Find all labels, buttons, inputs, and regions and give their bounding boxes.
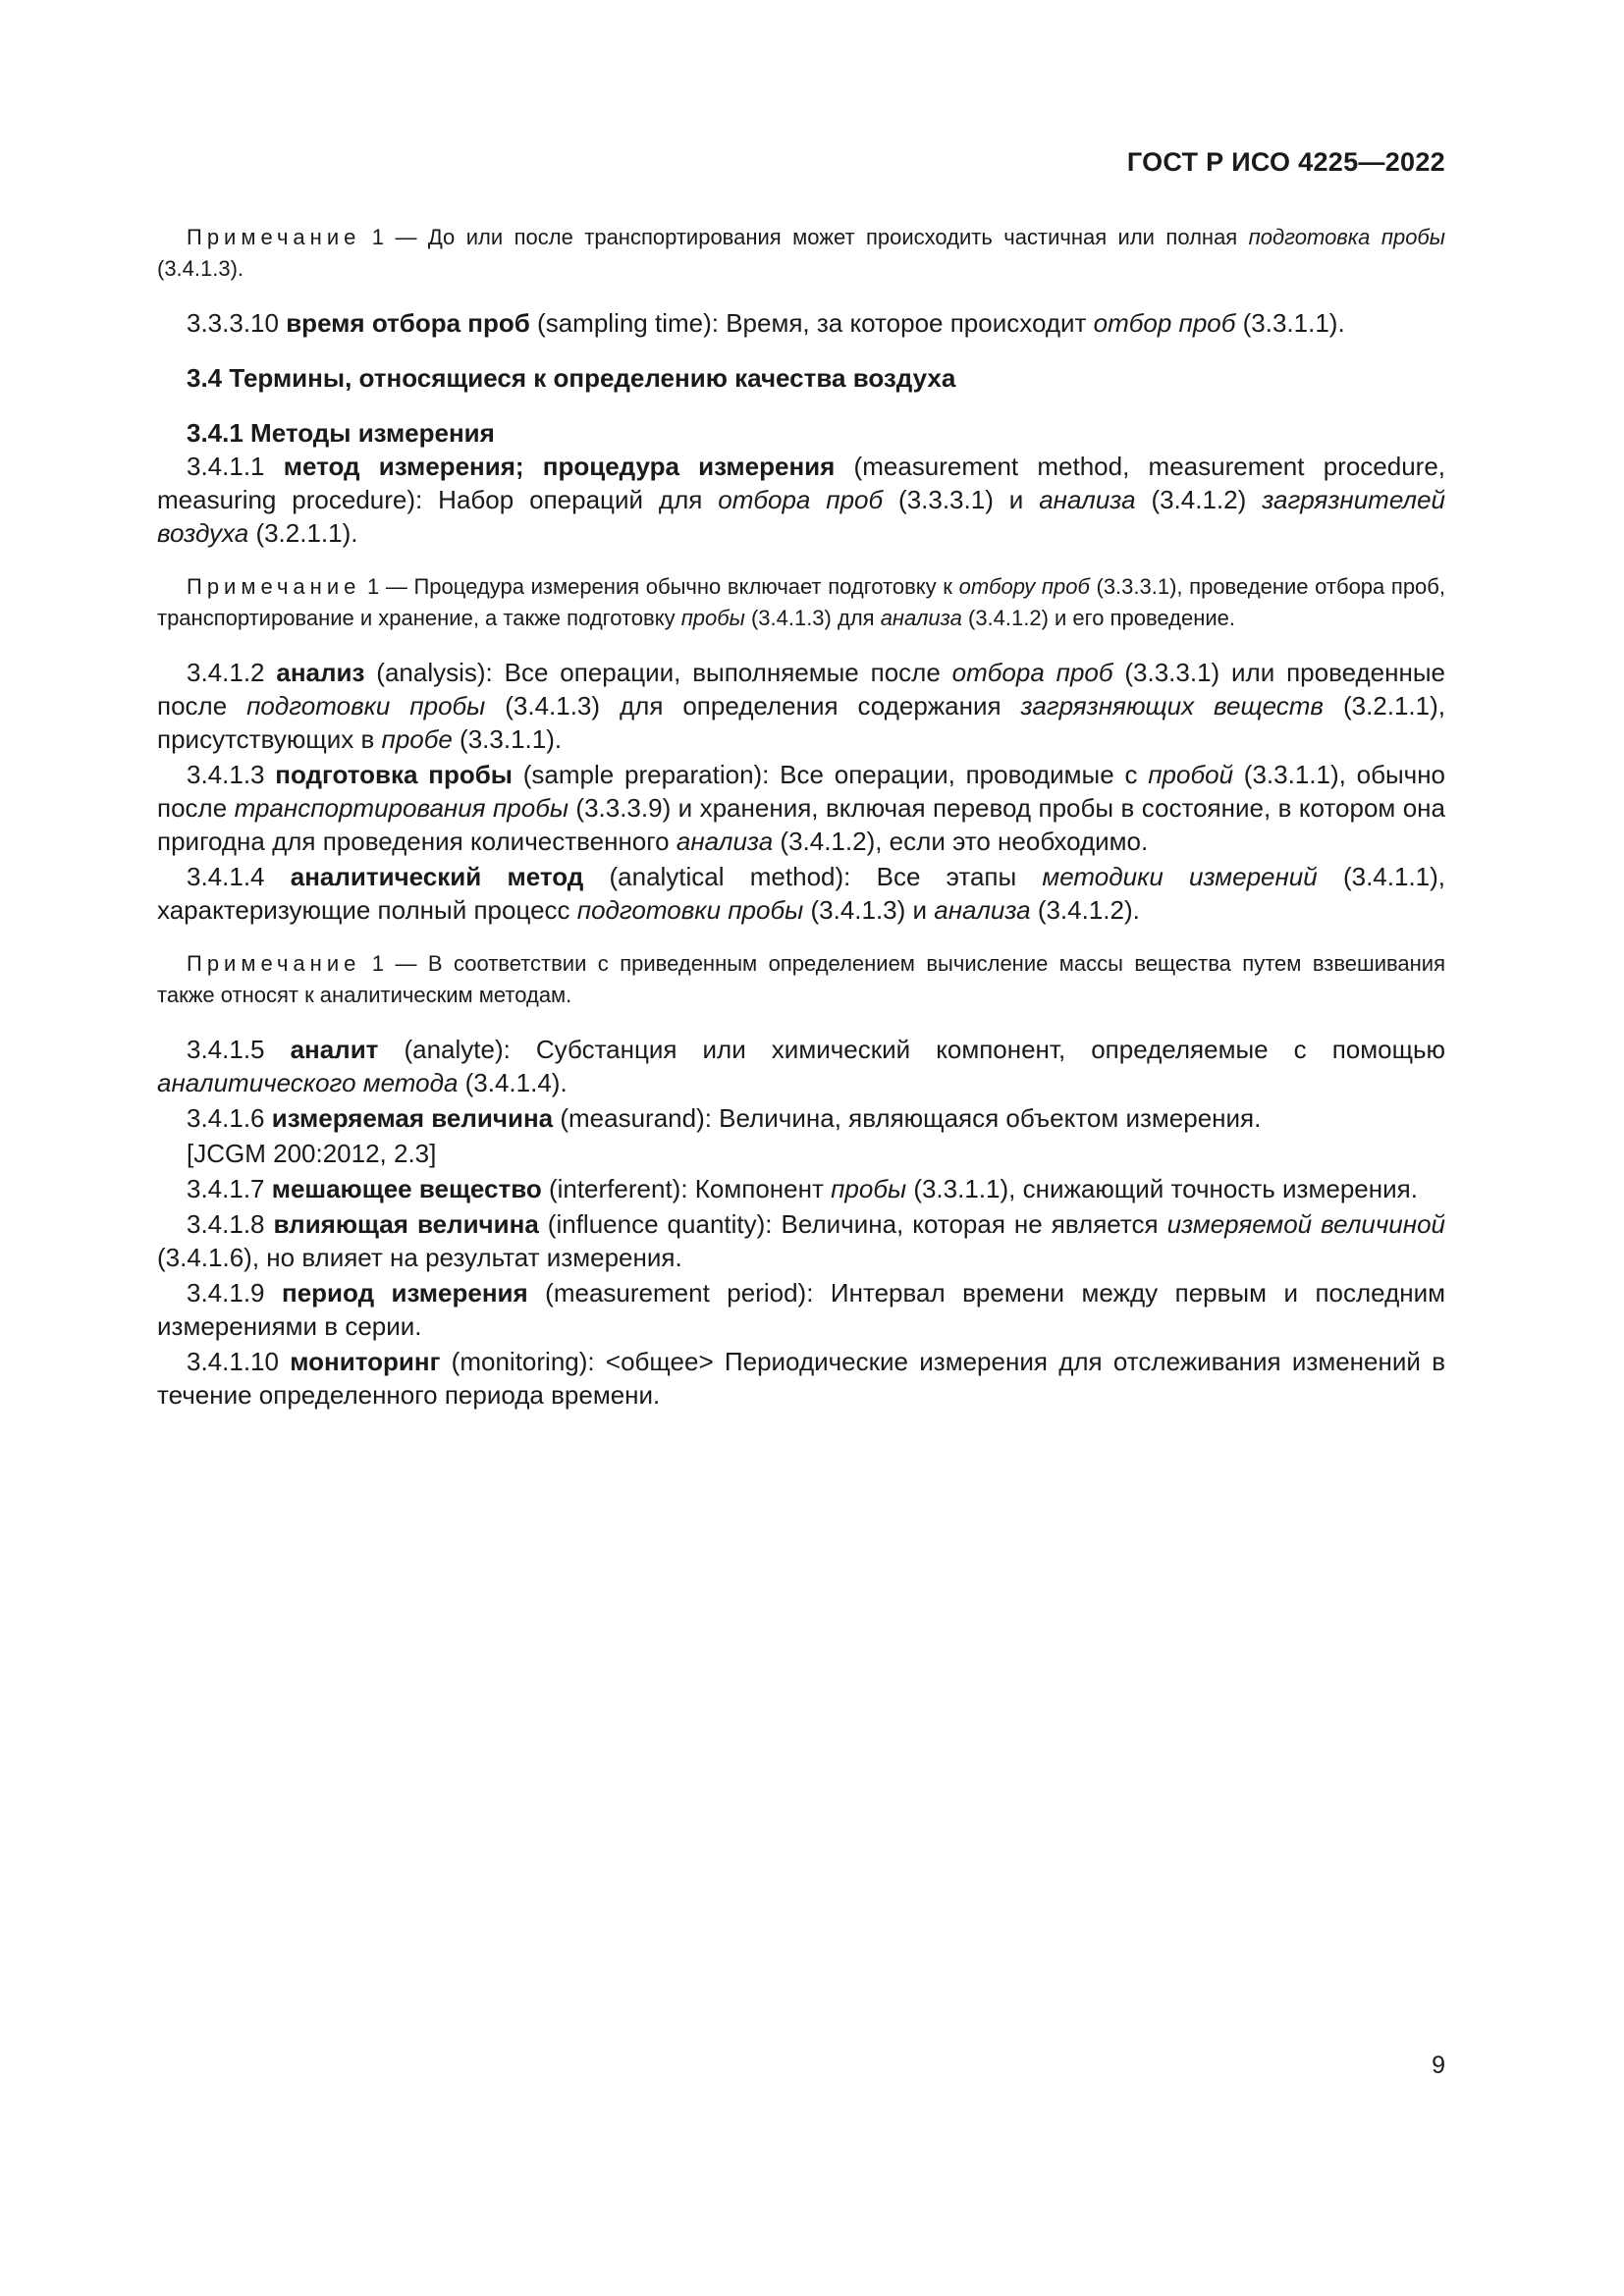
term-reference: подготовки пробы [576, 895, 804, 925]
term-reference: подготовка пробы [1248, 225, 1445, 249]
text-run: (measurement method, measurement procedure, measuring procedure): Набор операций для [157, 452, 1446, 514]
text-run: (3.3.1.1). [1235, 308, 1345, 338]
text-run: (3.3.1.1), обычно после [157, 760, 1446, 823]
document-header: ГОСТ Р ИСО 4225—2022 [1126, 147, 1445, 177]
term-name: измеряемая величина [271, 1103, 554, 1133]
document-body [157, 222, 1445, 1414]
term-reference: анализа [676, 827, 774, 856]
term-reference: загрязнителей воздуха [157, 485, 1446, 548]
text-run: [JCGM 200:2012, 2.3] [187, 1139, 437, 1168]
term-reference: измеряемой величиной [1166, 1209, 1445, 1239]
term-name: период измерения [282, 1278, 528, 1308]
term-reference: пробе [381, 724, 453, 754]
text-run: (3.4.1.2), если это необходимо. [773, 827, 1149, 856]
text-run: (3.4.1.2). [1030, 895, 1140, 925]
page-number: 9 [1432, 2052, 1445, 2079]
text-run: (3.3.1.1), снижающий точность измерения. [906, 1174, 1418, 1203]
text-run: (3.3.1.1). [452, 724, 563, 754]
term-name: влияющая величина [273, 1209, 539, 1239]
text-run: 3.4.1.3 [187, 760, 276, 789]
term-definition [157, 758, 1445, 858]
note-number: 1 [360, 574, 386, 599]
text-run: (interferent): Компонент [541, 1174, 832, 1203]
reference [157, 1137, 1445, 1170]
term-reference: отбор проб [1093, 308, 1236, 338]
text-run: (3.2.1.1), присутствующих в [157, 691, 1445, 754]
text-run: (3.4.1.3) для определения содержания [485, 691, 1021, 721]
term-definition [157, 450, 1445, 550]
text-run: (3.4.1.1), характеризующие полный процесс [157, 862, 1446, 925]
term-definition [157, 1345, 1445, 1412]
text-run: (3.3.3.9) и хранения, включая перевод пробы в состояние, в котором она пригодна для проведения количественного [157, 793, 1445, 856]
term-reference: анализа [934, 895, 1031, 925]
text-run: (3.3.3.1) и [883, 485, 1040, 514]
text-run: 3.4.1.10 [187, 1347, 291, 1376]
text-run: 3.4.1.2 [187, 658, 277, 687]
text-run: (3.4.1.2) и его проведение. [961, 606, 1235, 630]
text-run: (analytical method): Все этапы [583, 862, 1043, 891]
term-name: анализ [276, 658, 365, 687]
text-run: (monitoring): <общее> Периодические измерения для отслеживания изменений в течение определенного периода времени. [157, 1347, 1446, 1410]
note-paragraph [157, 948, 1445, 1011]
text-run: — До или после транспортирования может происходить частичная или полная [395, 225, 1249, 249]
text-run: 3.4.1.1 [187, 452, 284, 481]
term-reference: пробы [680, 606, 745, 630]
note-paragraph [157, 571, 1445, 634]
note-label: Примечание [187, 574, 361, 599]
text-run: (3.3.3.1) или проведенные после [157, 658, 1446, 721]
term-reference: отбора проб [718, 485, 884, 514]
term-reference: отбору проб [958, 574, 1090, 599]
text-run: (measurand): Величина, являющаяся объектом измерения. [553, 1103, 1262, 1133]
text-run: 3.4.1.6 [187, 1103, 272, 1133]
text-run: (sampling time): Время, за которое происходит [529, 308, 1094, 338]
note-label: Примечание [187, 951, 361, 976]
term-reference: аналитического метода [157, 1068, 459, 1097]
text-run: 3.4 Термины, относящиеся к определению качества воздуха [187, 363, 956, 393]
section-heading [157, 361, 1445, 395]
term-definition [157, 1276, 1445, 1343]
text-run: (3.3.3.1), проведение отбора проб, транспортирование и хранение, а также подготовку [157, 574, 1446, 630]
note-paragraph [157, 222, 1445, 285]
term-definition [157, 1207, 1445, 1274]
term-name: мониторинг [290, 1347, 441, 1376]
text-run: 3.3.3.10 [187, 308, 287, 338]
term-name: подготовка пробы [275, 760, 513, 789]
term-definition [157, 306, 1445, 340]
term-reference: подготовки пробы [246, 691, 486, 721]
term-name: метод измерения; процедура измерения [283, 452, 836, 481]
text-run: (3.4.1.3) и [803, 895, 935, 925]
text-run: (sample preparation): Все операции, проводимые с [512, 760, 1149, 789]
term-name: время отбора проб [286, 308, 530, 338]
text-run: (3.4.1.4). [458, 1068, 568, 1097]
term-definition [157, 656, 1445, 756]
subsection-heading [157, 416, 1445, 450]
term-name: мешающее вещество [271, 1174, 542, 1203]
term-reference: анализа [1039, 485, 1136, 514]
text-run: — В соответствии с приведенным определением вычисление массы вещества путем взвешивания также относят к аналитическим методам. [157, 951, 1446, 1007]
text-run: (3.4.1.3). [157, 256, 244, 281]
term-reference: транспортирования пробы [234, 793, 568, 823]
text-run: 3.4.1 Методы измерения [187, 418, 495, 448]
term-definition [157, 1033, 1445, 1099]
text-run: (3.4.1.3) для [744, 606, 881, 630]
term-reference: пробой [1148, 760, 1234, 789]
text-run: (measurement period): Интервал времени между первым и последним измерениями в серии. [157, 1278, 1446, 1341]
text-run: 3.4.1.5 [187, 1035, 291, 1064]
text-run: (3.4.1.2) [1135, 485, 1263, 514]
term-definition [157, 860, 1445, 927]
text-run: (analysis): Все операции, выполняемые после [364, 658, 952, 687]
text-run: (3.4.1.6), но влияет на результат измерения. [157, 1243, 682, 1272]
term-definition [157, 1172, 1445, 1205]
term-reference: отбора проб [951, 658, 1113, 687]
text-run: 3.4.1.8 [187, 1209, 274, 1239]
text-run: 3.4.1.7 [187, 1174, 272, 1203]
text-run: (3.2.1.1). [248, 518, 358, 548]
term-reference: загрязняющих веществ [1020, 691, 1325, 721]
text-run: (analyte): Субстанция или химический компонент, определяемые с помощью [378, 1035, 1446, 1064]
note-number: 1 [360, 225, 396, 249]
note-label: Примечание [187, 225, 361, 249]
term-name: аналитический метод [290, 862, 584, 891]
term-reference: методики измерений [1042, 862, 1318, 891]
term-name: аналит [290, 1035, 379, 1064]
note-number: 1 [360, 951, 396, 976]
text-run: — Процедура измерения обычно включает подготовку к [385, 574, 959, 599]
term-reference: пробы [831, 1174, 907, 1203]
text-run: 3.4.1.9 [187, 1278, 282, 1308]
term-definition [157, 1101, 1445, 1135]
text-run: 3.4.1.4 [187, 862, 291, 891]
term-reference: анализа [880, 606, 962, 630]
text-run: (influence quantity): Величина, которая не является [538, 1209, 1167, 1239]
